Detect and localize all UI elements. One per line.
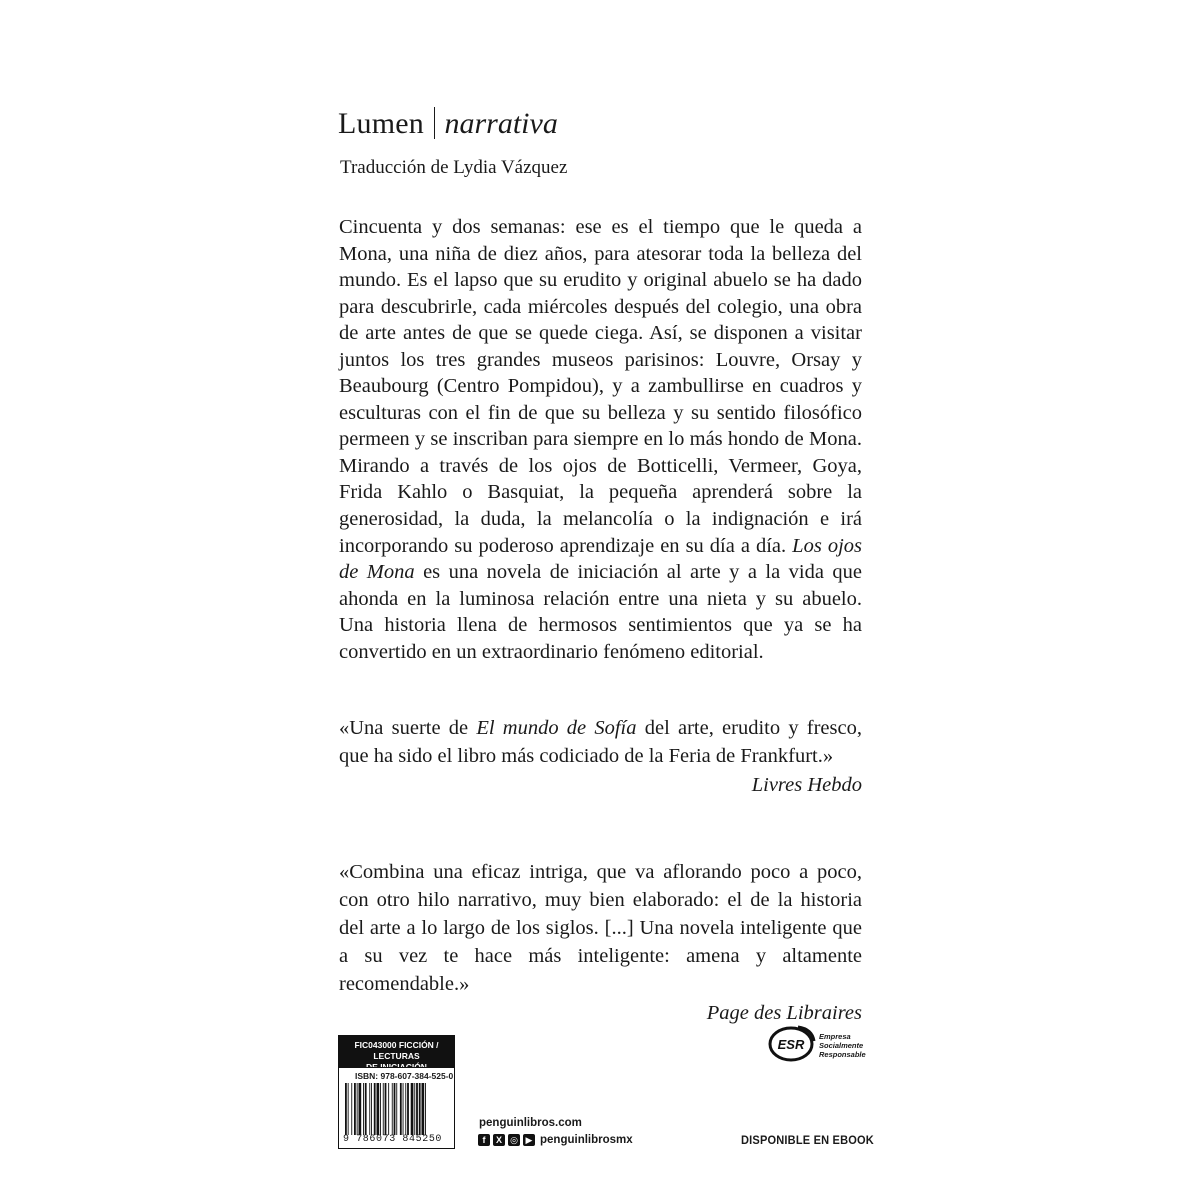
esr-caption xyxy=(819,1032,866,1059)
quote-1-italic-title: El mundo de Sofía xyxy=(476,717,637,739)
esr-line-1: Empresa xyxy=(819,1032,851,1041)
series-name: narrativa xyxy=(444,107,558,140)
esr-line-2: Socialmente xyxy=(819,1041,864,1050)
barcode-number: 9 786073 845250 xyxy=(343,1134,443,1145)
bisac-line-1: FIC043000 FICCIÓN / LECTURAS xyxy=(354,1040,439,1061)
quote-1-text-a: «Una suerte de xyxy=(339,717,477,739)
social-handle[interactable]: penguinlibrosmx xyxy=(540,1134,633,1146)
isbn-label: ISBN: 978-607-384-525-0 xyxy=(355,1071,454,1081)
book-title: Los ojos de Mona xyxy=(339,534,862,584)
publisher-name: Lumen xyxy=(338,107,424,140)
review-quote-2 xyxy=(339,858,862,1027)
instagram-icon[interactable]: ◎ xyxy=(508,1134,520,1146)
synopsis-text-2: es una novela de iniciación al arte y a la vida que ahonda en la luminosa relación entre una nieta y su abuelo. Una historia llena de hermosos sentimientos que ya se ha convertido en un extraordinario fenómeno editorial. xyxy=(339,561,862,663)
quote-2-source: Page des Libraires xyxy=(706,1002,862,1024)
synopsis-text-1: Cincuenta y dos semanas: ese es el tiempo que le queda a Mona, una niña de diez años, para atesorar toda la belleza del mundo. Es el lapso que su erudito y original abuelo se ha dado para descubrirle, cada miércoles después del colegio, una obra de arte antes de que se quede ciega. Así, se disponen a visitar juntos los tres grandes museos parisinos: Louvre, Orsay y Beaubourg (Centro Pompidou), y a zambullirse en cuadros y esculturas con el fin de que su belleza y su sentido filosófico permeen y se inscriban para siempre en lo más hondo de Mona. Mirando a través de los ojos de Botticelli, Vermeer, Goya, Frida Kahlo o Basquiat, la pequeña aprenderá sobre la generosidad, la duda, la melancolía o la indignación e irá incorporando su poderoso aprendizaje en su día a día. xyxy=(339,216,862,557)
imprint-header xyxy=(338,104,558,144)
imprint-divider xyxy=(434,107,436,139)
esr-logo-icon xyxy=(768,1023,818,1063)
social-links xyxy=(478,1133,633,1147)
translator-credit: Traducción de Lydia Vázquez xyxy=(340,157,568,178)
esr-logo-text: ESR xyxy=(777,1037,805,1052)
barcode-box xyxy=(338,1067,455,1149)
quote-2-text: «Combina una eficaz intriga, que va aflorando poco a poco, con otro hilo narrativo, muy bien elaborado: el de la historia del arte a lo largo de los siglos. [...] Una novela inteligente que a su vez te hace más inteligente: amena y altamente recomendable.» xyxy=(339,861,862,995)
x-icon[interactable]: X xyxy=(493,1134,505,1146)
website-link[interactable]: penguinlibros.com xyxy=(479,1117,582,1129)
youtube-icon[interactable]: ▶ xyxy=(523,1134,535,1146)
bisac-category-label xyxy=(338,1035,455,1067)
quote-1-source: Livres Hebdo xyxy=(751,774,862,796)
review-quote-1 xyxy=(339,714,862,799)
barcode-icon xyxy=(345,1083,449,1135)
esr-line-3: Responsable xyxy=(819,1050,866,1059)
synopsis xyxy=(339,214,862,665)
ebook-availability: DISPONIBLE EN EBOOK xyxy=(741,1133,874,1147)
facebook-icon[interactable]: f xyxy=(478,1134,490,1146)
quote-1-text-b: del arte, erudito y fresco, que ha sido el libro más codiciado de la Feria de Frankfurt.» xyxy=(339,717,862,767)
